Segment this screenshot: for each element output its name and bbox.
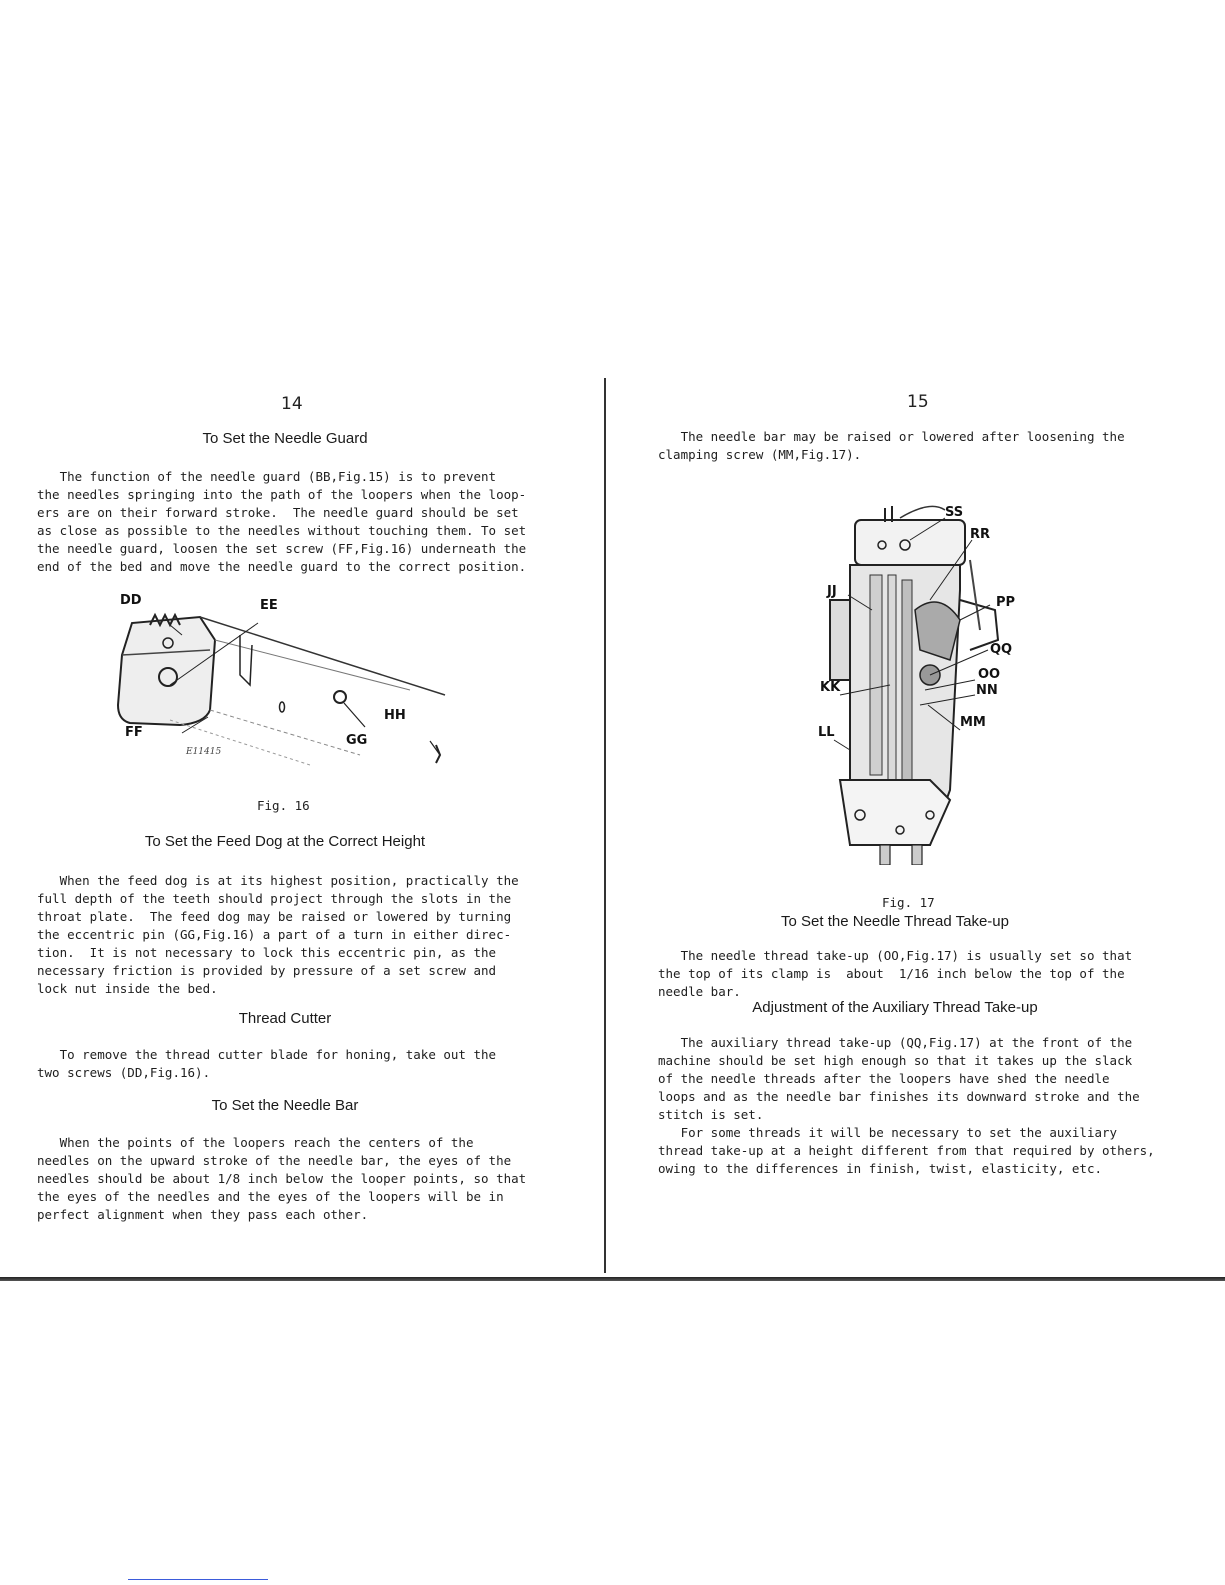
heading-auxiliary-take-up: Adjustment of the Auxiliary Thread Take-up <box>752 999 1038 1016</box>
paragraph-needle-bar-clamp: The needle bar may be raised or lowered after loosening the clamping screw (MM,Fig.17). <box>658 429 1125 462</box>
heading-needle-bar: To Set the Needle Bar <box>211 1097 359 1114</box>
paragraph-thread-cutter: To remove the thread cutter blade for honing, take out the two screws (DD,Fig.16). <box>37 1047 497 1080</box>
label-ss: SS <box>945 505 964 520</box>
label-nn: NN <box>976 683 998 698</box>
heading-needle-guard: To Set the Needle Guard <box>202 430 368 447</box>
label-oo: OO <box>978 667 1001 682</box>
label-gg: GG <box>346 733 368 748</box>
heading-thread-cutter: Thread Cutter <box>238 1010 332 1027</box>
label-ll: LL <box>818 725 835 740</box>
bottom-link-underline <box>128 1579 268 1580</box>
bottom-edge-rule <box>0 1277 1225 1281</box>
label-kk: KK <box>820 680 841 695</box>
heading-feed-dog: To Set the Feed Dog at the Correct Height <box>144 833 426 850</box>
label-pp: PP <box>996 595 1016 610</box>
label-mm: MM <box>960 715 986 730</box>
paragraph-feed-dog: When the feed dog is at its highest position, practically the full depth of the teeth should project through the slots in the throat plate. The feed dog may be raised or lowered by turning the eccentric pin (GG,Fig.16) a part of a turn in either direc- tion. It is not necessary to lock this eccentric pin, as the necessary friction is provided by pressure of a set screw and lock nut inside the bed. <box>37 873 519 996</box>
label-jj: JJ <box>827 584 837 599</box>
figure-16-drawing <box>110 605 470 775</box>
label-ff: FF <box>125 725 143 740</box>
paragraph-needle-bar: When the points of the loopers reach the centers of the needles on the upward stroke of the needle bar, the eyes of the needles should be about 1/8 inch below the looper points, so that the eyes of the needles and the eyes of the loopers will be in perfect alignment when they pass each other. <box>37 1135 527 1222</box>
label-hh: HH <box>384 708 406 723</box>
left-page <box>30 380 600 1260</box>
label-qq: QQ <box>990 642 1013 657</box>
label-rr: RR <box>970 527 991 542</box>
label-dd: DD <box>120 593 142 608</box>
caption-fig-17: Fig. 17 <box>882 895 935 910</box>
page-number-left: 14 <box>281 394 303 414</box>
heading-take-up: To Set the Needle Thread Take-up <box>781 913 1009 930</box>
page-number-right: 15 <box>907 392 929 412</box>
page-gutter-line <box>604 378 606 1273</box>
paragraph-auxiliary-take-up: The auxiliary thread take-up (QQ,Fig.17) at the front of the machine should be set high enough so that it takes up the slack of the needle threads after the loopers have shed the needle loops and as the needle bar finishes its downward stroke and the stitch is set. For some threads it will be necessary to set the auxiliary thread take-up at a height different from that required by others, owing to the differences in finish, twist, elasticity, etc. <box>658 1035 1155 1176</box>
paragraph-take-up: The needle thread take-up (OO,Fig.17) is usually set so that the top of its clamp is about 1/16 inch below the top of the needle bar. <box>658 948 1133 999</box>
right-page <box>615 380 1205 1260</box>
figure-16 <box>110 593 470 775</box>
label-plate-number: E11415 <box>186 747 222 757</box>
caption-fig-16: Fig. 16 <box>257 798 310 813</box>
figure-17 <box>810 500 1016 865</box>
paragraph-needle-guard: The function of the needle guard (BB,Fig.15) is to prevent the needles springing into the path of the loopers when the loop- ers are on their forward stroke. The needle guard should be set as close as possible to the needles without touching them. To set the needle guard, loosen the set screw (FF,Fig.16) underneath the end of the bed and move the needle guard to the correct position. <box>37 469 527 574</box>
label-ee: EE <box>260 598 278 613</box>
